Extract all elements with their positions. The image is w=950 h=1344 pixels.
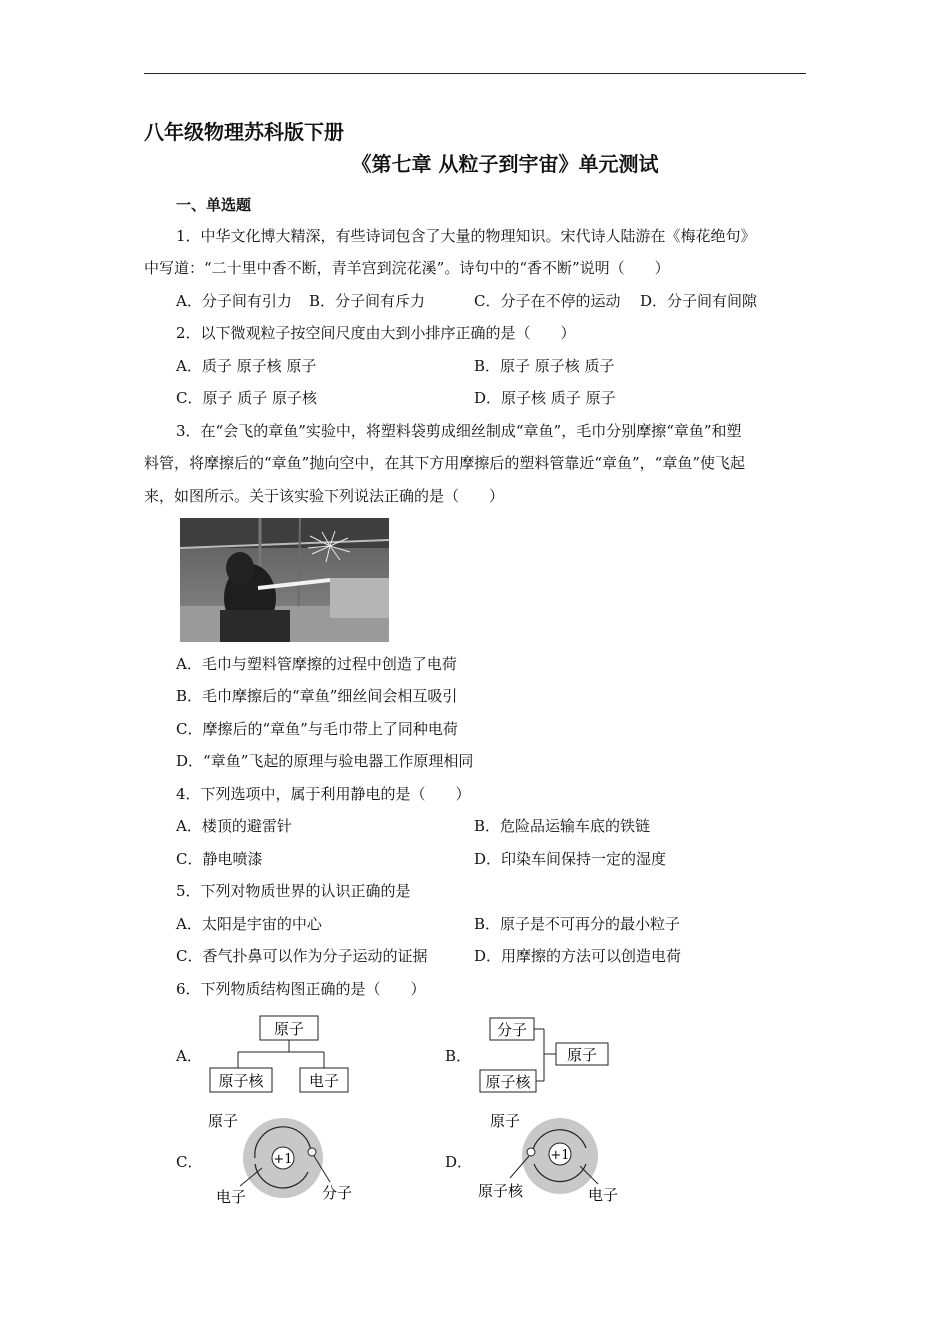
q6-diagram-d (474, 1108, 644, 1208)
q6-b-top-text: 分子 (496, 1021, 528, 1039)
q5-option-d: D．用摩擦的方法可以创造电荷 (474, 947, 682, 965)
q6-a-left-text: 原子核 (218, 1072, 264, 1090)
section-heading: 一、单选题 (176, 196, 252, 214)
q5-option-c: C．香气扑鼻可以作为分子运动的证据 (176, 947, 428, 965)
q3-option-d: D．“章鱼”飞起的原理与验电器工作原理相同 (176, 752, 474, 770)
q6-label-d: D． (445, 1153, 473, 1171)
q6-c-title-text: 原子 (208, 1112, 239, 1130)
q6-c-left-text: 电子 (216, 1188, 247, 1206)
q3-option-a: A．毛巾与塑料管摩擦的过程中创造了电荷 (176, 655, 457, 673)
q6-label-b: B． (445, 1047, 472, 1065)
q2-option-d: D．原子核 质子 原子 (474, 389, 616, 407)
q6-d-title-text: 原子 (490, 1112, 521, 1130)
q4-option-c: C．静电喷漆 (176, 850, 263, 868)
q5-option-a: A．太阳是宇宙的中心 (176, 915, 322, 933)
doc-subtitle: 《第七章 从粒子到宇宙》单元测试 (351, 152, 659, 176)
q2-option-a: A．质子 原子核 原子 (176, 357, 317, 375)
octopus-experiment-photo (180, 518, 389, 642)
q6-label-c: C． (176, 1153, 203, 1171)
q6-a-top-text: 原子 (273, 1020, 305, 1038)
q6-c-right-text: 分子 (322, 1184, 353, 1202)
header-rule (144, 73, 806, 74)
q4-option-d: D．印染车间保持一定的湿度 (474, 850, 667, 868)
q2-option-b: B．原子 原子核 质子 (474, 357, 615, 375)
q6-b-bottom-text: 原子核 (485, 1073, 531, 1091)
q6-d-left-text: 原子核 (478, 1182, 524, 1200)
q6-a-right-text: 电子 (308, 1072, 340, 1090)
q1-option-a: A．分子间有引力 (176, 292, 292, 310)
q5-stem: 5．下列对物质世界的认识正确的是 (176, 882, 411, 900)
q6-diagram-a (200, 1010, 360, 1100)
q3-stem-line1: 3．在“会飞的章鱼”实验中，将塑料袋剪成细丝制成“章鱼”，毛巾分别摩擦“章鱼”和塑 (176, 422, 742, 440)
q1-stem-line1: 1．中华文化博大精深，有些诗词包含了大量的物理知识。宋代诗人陆游在《梅花绝句》 (176, 227, 756, 245)
q4-stem: 4．下列选项中，属于利用静电的是（ ） (176, 785, 471, 803)
q6-b-right-text: 原子 (566, 1046, 598, 1064)
q3-stem-line3: 来，如图所示。关于该实验下列说法正确的是（ ） (144, 487, 505, 505)
q6-stem: 6．下列物质结构图正确的是（ ） (176, 980, 426, 998)
q6-d-nucleus-text: +1 (550, 1148, 570, 1163)
doc-title: 八年级物理苏科版下册 (144, 120, 344, 144)
q2-option-c: C．原子 质子 原子核 (176, 389, 318, 407)
q1-option-c: C．分子在不停的运动 (474, 292, 621, 310)
q1-stem-line2: 中写道：“二十里中香不断，青羊宫到浣花溪”。诗句中的“香不断”说明（ ） (144, 259, 670, 277)
q5-option-b: B．原子是不可再分的最小粒子 (474, 915, 681, 933)
q6-label-a: A． (176, 1047, 202, 1065)
q6-diagram-c (200, 1108, 370, 1208)
q6-c-nucleus-text: +1 (273, 1152, 293, 1167)
q6-d-right-text: 电子 (588, 1186, 619, 1204)
q6-diagram-b (474, 1012, 624, 1098)
q3-option-c: C．摩擦后的“章鱼”与毛巾带上了同种电荷 (176, 720, 458, 738)
q4-option-a: A．楼顶的避雷针 (176, 817, 292, 835)
q2-stem: 2．以下微观粒子按空间尺度由大到小排序正确的是（ ） (176, 324, 576, 342)
q1-option-d: D．分子间有间隙 (640, 292, 758, 310)
q3-stem-line2: 料管，将摩擦后的“章鱼”抛向空中，在其下方用摩擦后的塑料管靠近“章鱼”，“章鱼”使飞起 (144, 454, 746, 472)
q3-option-b: B．毛巾摩擦后的“章鱼”细丝间会相互吸引 (176, 687, 458, 705)
q1-option-b: B．分子间有斥力 (309, 292, 426, 310)
q4-option-b: B．危险品运输车底的铁链 (474, 817, 651, 835)
